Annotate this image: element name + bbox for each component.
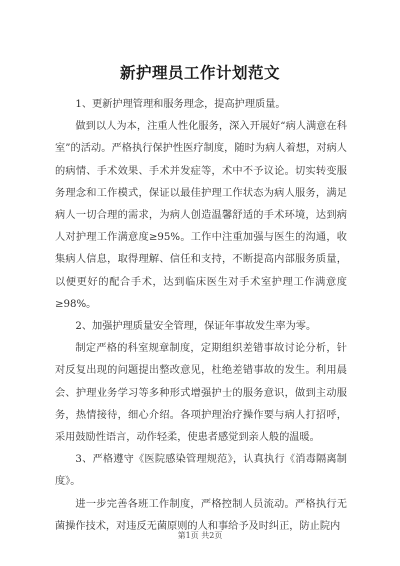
section-heading-1: 1、更新护理管理和服务理念，提高护理质量。 xyxy=(75,99,286,110)
body-paragraph-3: 进一步完善各班工作制度，严格控制人员流动。严格执行无菌操作技术，对违反无菌原则的人和事给予及时纠正，防止院内 xyxy=(55,498,347,532)
body-paragraph-2: 制定严格的科室规章制度，定期组织差错事故讨论分析，针对反复出现的问题提出整改意见，杜绝差错事故的发生。利用晨会、护理业务学习等多种形式增强护士的服务意识，做到主动服务，热情接待，细心介绍。各项护理治疗操作要与病人打招呼，采用鼓励性语言，动作轻柔，使患者感觉到亲人般的温暖。 xyxy=(55,343,347,444)
body-paragraph-1: 做到以人为本，注重人性化服务，深入开展好“病人满意在科室”的活动。严格执行保护性医疗制度，随时为病人着想，对病人的病情、手术效果、手术并发症等，术中不予议论。切实转变服务理念和工作模式，保证以最佳护理工作状态为病人服务，满足病人一切合理的需求，为病人创造温馨舒适的手术环境，达到病人对护理工作满意度≥95%。工作中注重加强与医生的沟通，收集病人信息，取得理解、信任和支持，不断提高内部服务质量，以便更好的配合手术，达到临床医生对手术室护理工作满意度≥98%。 xyxy=(55,121,347,310)
section-heading-2: 2、加强护理质量安全管理，保证年事故发生率为零。 xyxy=(75,321,317,333)
document-body xyxy=(55,94,347,538)
document-title: 新护理员工作计划范文 xyxy=(119,63,280,82)
page-number-footer: 第1页 共2页 xyxy=(177,531,223,540)
section-heading-3: 3、严格遵守《医院感染管理规范》，认真执行《消毒隔离制度》。 xyxy=(55,454,347,488)
